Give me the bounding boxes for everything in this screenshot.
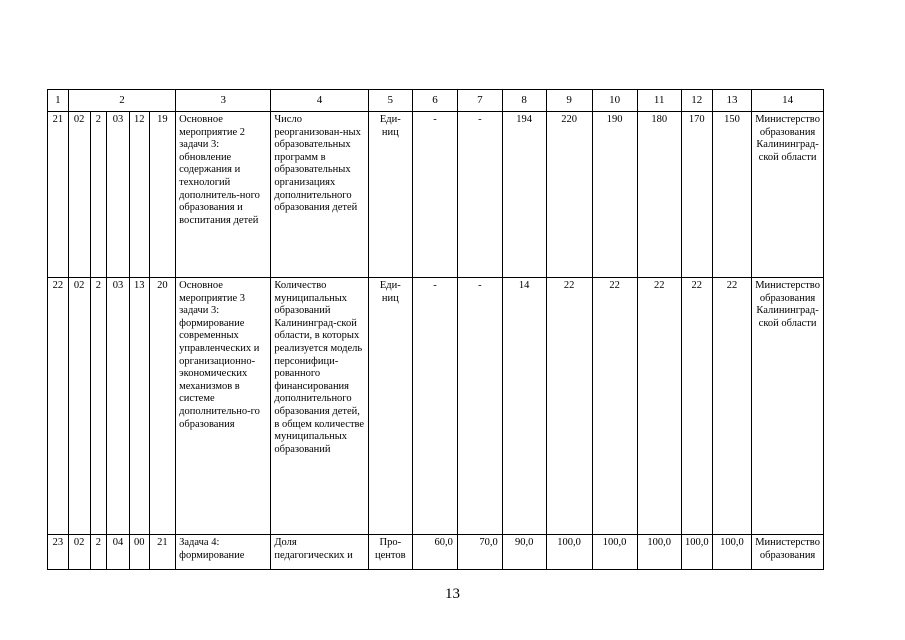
header-cell: 4 — [271, 90, 368, 112]
page-number: 13 — [445, 586, 460, 602]
activity-cell: Основное мероприятие 3 задачи 3: формирование современных управленческих и организационно-экономических механизмов в системе дополнительно-го образования — [176, 278, 271, 535]
table-row — [48, 278, 905, 535]
value-cell: 22 — [681, 278, 712, 535]
header-cell: 5 — [368, 90, 413, 112]
value-cell: 70,0 — [457, 535, 502, 570]
code-indicator: 21 — [149, 535, 175, 570]
header-cell: 9 — [546, 90, 592, 112]
indicator-cell: Доля педагогических и — [271, 535, 368, 570]
code-indicator: 19 — [149, 112, 175, 278]
row-number: 22 — [48, 278, 69, 535]
value-cell: 150 — [712, 112, 751, 278]
responsible-cell: Министерство образования Калининград-ской области — [752, 112, 824, 278]
value-cell: 220 — [546, 112, 592, 278]
code-task: 03 — [107, 278, 130, 535]
value-cell: 22 — [637, 278, 681, 535]
value-cell: - — [457, 278, 502, 535]
responsible-cell: Министерство образования Калининград-ской области — [752, 278, 824, 535]
indicator-cell: Количество муниципальных образований Калининград-ской области, в которых реализуется модель персонифици-рованного финансирования дополнительного образования детей, в общем количестве муниципальных образований — [271, 278, 368, 535]
code-task: 04 — [107, 535, 130, 570]
code-measure: 13 — [129, 278, 149, 535]
value-cell: - — [413, 112, 458, 278]
code-subprogram: 2 — [90, 535, 107, 570]
value-cell: 190 — [592, 112, 637, 278]
value-cell: 100,0 — [546, 535, 592, 570]
code-program: 02 — [68, 112, 90, 278]
header-cell: 8 — [502, 90, 546, 112]
table-row — [48, 535, 905, 570]
value-cell: 90,0 — [502, 535, 546, 570]
code-program: 02 — [68, 535, 90, 570]
value-cell: - — [457, 112, 502, 278]
header-cell: 1 — [48, 90, 69, 112]
header-cell: 13 — [712, 90, 751, 112]
row-number: 21 — [48, 112, 69, 278]
header-row — [48, 90, 905, 112]
responsible-cell: Министерство образования — [752, 535, 824, 570]
row-number: 23 — [48, 535, 69, 570]
table-row — [48, 112, 905, 278]
value-cell: 170 — [681, 112, 712, 278]
value-cell: - — [413, 278, 458, 535]
code-measure: 00 — [129, 535, 149, 570]
code-indicator: 20 — [149, 278, 175, 535]
code-task: 03 — [107, 112, 130, 278]
code-subprogram: 2 — [90, 278, 107, 535]
code-measure: 12 — [129, 112, 149, 278]
header-cell: 7 — [457, 90, 502, 112]
value-cell: 14 — [502, 278, 546, 535]
code-program: 02 — [68, 278, 90, 535]
value-cell: 100,0 — [681, 535, 712, 570]
activity-cell: Задача 4: формирование — [176, 535, 271, 570]
code-subprogram: 2 — [90, 112, 107, 278]
header-cell: 6 — [413, 90, 458, 112]
value-cell: 22 — [592, 278, 637, 535]
indicator-cell: Число реорганизован-ных образовательных программ в образовательных организациях дополнительного образования детей — [271, 112, 368, 278]
unit-cell: Еди-ниц — [368, 278, 413, 535]
unit-cell: Еди-ниц — [368, 112, 413, 278]
indicators-table — [47, 89, 905, 570]
value-cell: 180 — [637, 112, 681, 278]
value-cell: 22 — [546, 278, 592, 535]
value-cell: 100,0 — [637, 535, 681, 570]
header-cell: 2 — [68, 90, 175, 112]
header-cell: 11 — [637, 90, 681, 112]
header-cell: 10 — [592, 90, 637, 112]
value-cell: 22 — [712, 278, 751, 535]
header-cell: 12 — [681, 90, 712, 112]
value-cell: 100,0 — [712, 535, 751, 570]
unit-cell: Про-центов — [368, 535, 413, 570]
value-cell: 194 — [502, 112, 546, 278]
value-cell: 100,0 — [592, 535, 637, 570]
header-cell: 3 — [176, 90, 271, 112]
activity-cell: Основное мероприятие 2 задачи 3: обновление содержания и технологий дополнитель-ного образования и воспитания детей — [176, 112, 271, 278]
value-cell: 60,0 — [413, 535, 458, 570]
header-cell: 14 — [752, 90, 824, 112]
